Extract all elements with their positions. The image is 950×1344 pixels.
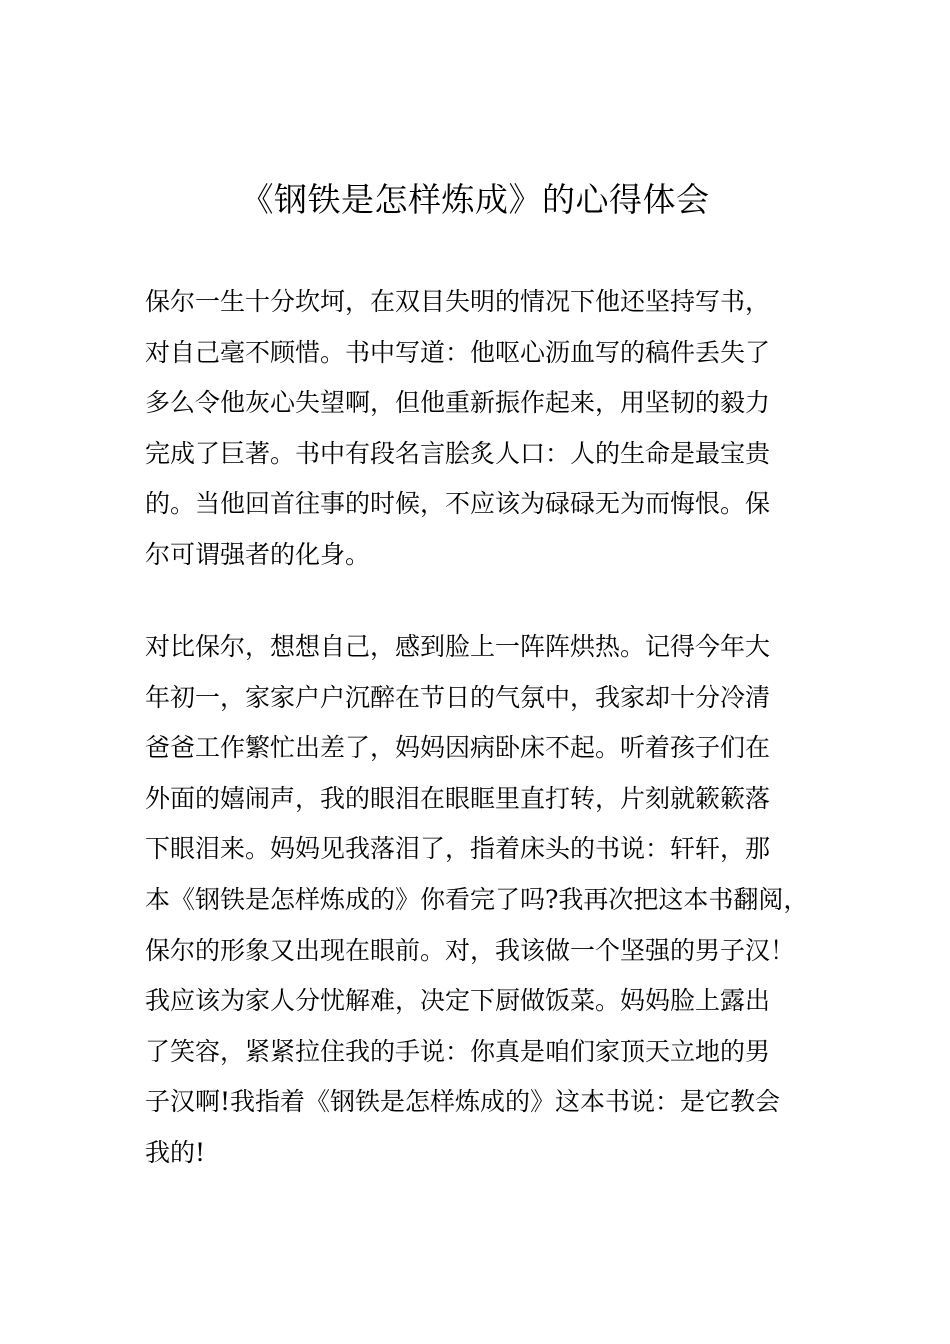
paragraph-line: 保尔的形象又出现在眼前。对，我该做一个坚强的男子汉！ bbox=[145, 935, 796, 965]
paragraph-line: 了笑容，紧紧拉住我的手说：你真是咱们家顶天立地的男 bbox=[145, 1036, 771, 1066]
paragraph-line: 我的! bbox=[145, 1137, 206, 1167]
paragraph-line: 子汉啊!我指着《钢铁是怎样炼成的》这本书说：是它教会 bbox=[145, 1087, 781, 1117]
paragraph-line: 多么令他灰心失望啊，但他重新振作起来，用坚韧的毅力 bbox=[145, 388, 771, 418]
paragraph-line: 对比保尔，想想自己，感到脸上一阵阵烘热。记得今年大 bbox=[145, 632, 771, 661]
paragraph-line: 本《钢铁是怎样炼成的》你看完了吗?我再次把这本书翻阅， bbox=[145, 884, 809, 914]
paragraph-line: 下眼泪来。妈妈见我落泪了，指着床头的书说：轩轩，那 bbox=[145, 834, 771, 864]
paragraph-1 bbox=[145, 277, 825, 581]
paragraph-line: 完成了巨著。书中有段名言脍炙人口：人的生命是最宝贵 bbox=[145, 438, 771, 468]
paragraph-line: 年初一，家家户户沉醉在节日的气氛中，我家却十分冷清 bbox=[145, 682, 771, 712]
paragraph-line: 对自己毫不顾惜。书中写道：他呕心沥血写的稿件丢失了 bbox=[145, 337, 771, 367]
paragraph-line: 爸爸工作繁忙出差了，妈妈因病卧床不起。听着孩子们在 bbox=[145, 733, 771, 763]
paragraph-line: 我应该为家人分忧解难，决定下厨做饭菜。妈妈脸上露出 bbox=[145, 986, 771, 1016]
paragraph-line: 外面的嬉闹声，我的眼泪在眼眶里直打转，片刻就簌簌落 bbox=[145, 783, 771, 813]
paragraph-line: 保尔一生十分坎坷，在双目失明的情况下他还坚持写书， bbox=[145, 287, 771, 316]
paragraph-line: 尔可谓强者的化身。 bbox=[145, 539, 371, 569]
paragraph-2 bbox=[145, 622, 825, 1179]
paragraph-line: 的。当他回首往事的时候，不应该为碌碌无为而悔恨。保 bbox=[145, 489, 771, 519]
document-title: 《钢铁是怎样炼成》的心得体会 bbox=[240, 180, 710, 219]
